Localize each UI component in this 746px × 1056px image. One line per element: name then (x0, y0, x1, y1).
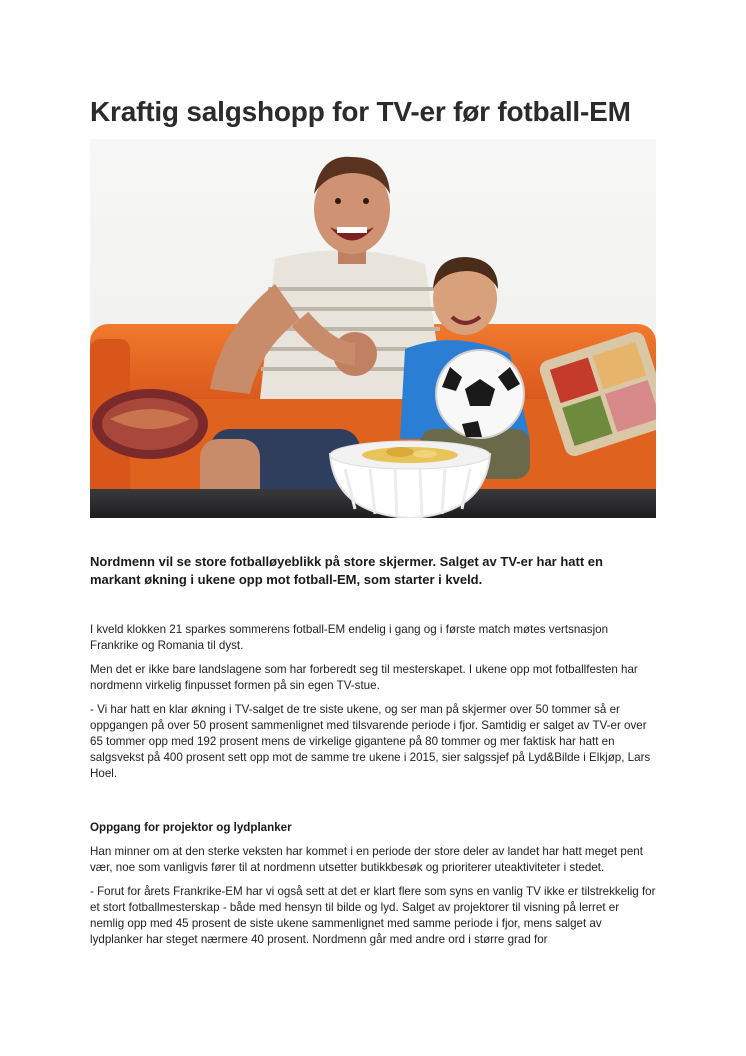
hero-photo (90, 139, 656, 518)
article-body (90, 622, 656, 790)
paragraph: - Forut for årets Frankrike-EM har vi også sett at det er klart flere som syns en vanlig TV ikke er tilstrekkelig for et stort fotballmesterskap - både med hensyn til bilde og lyd. Salget av projektorer til visning på lerret er nemlig opp med 45 prosent de siste ukene sammenlignet med samme periode i fjor, mens salget av lydplanker har steget nærmere 40 prosent. Nordmenn går med andre ord i større grad for (90, 885, 656, 946)
paragraph: Men det er ikke bare landslagene som har forberedt seg til mesterskapet. I ukene opp mot fotballfesten har nordmenn virkelig finpusset formen på sin egen TV-stue. (90, 663, 638, 692)
article-lead: Nordmenn vil se store fotballøyeblikk på store skjermer. Salget av TV-er har hatt en markant økning i ukene opp mot fotball-EM, som starter i kveld. (90, 554, 603, 587)
paragraph: Han minner om at den sterke veksten har kommet i en periode der store deler av landet har hatt meget pent vær, noe som vanligvis fører til at nordmenn utsetter butikkbesøk og prioriterer uteaktiviteter i stedet. (90, 845, 643, 874)
paragraph: - Vi har hatt en klar økning i TV-salget de tre siste ukene, og ser man på skjermer over 50 tommer så er oppgangen på over 50 prosent sammenlignet med tilsvarende periode i fjor. Samtidig er salget av TV-er over 65 tommer opp med 192 prosent mens de virkelige gigantene på 80 tommer og mer faktisk har hatt en salgsvekst på 400 prosent sett opp mot de samme tre ukene i 2015, sier salgssjef på Lyd&Bilde i Elkjøp, Lars Hoel. (90, 703, 651, 780)
article-title: Kraftig salgshopp for TV-er før fotball-EM (90, 96, 631, 127)
article-body-continued (90, 844, 656, 956)
article-subheading: Oppgang for projektor og lydplanker (90, 821, 292, 834)
paragraph: I kveld klokken 21 sparkes sommerens fotball-EM endelig i gang og i første match møtes vertsnasjon Frankrike og Romania til dyst. (90, 623, 609, 652)
